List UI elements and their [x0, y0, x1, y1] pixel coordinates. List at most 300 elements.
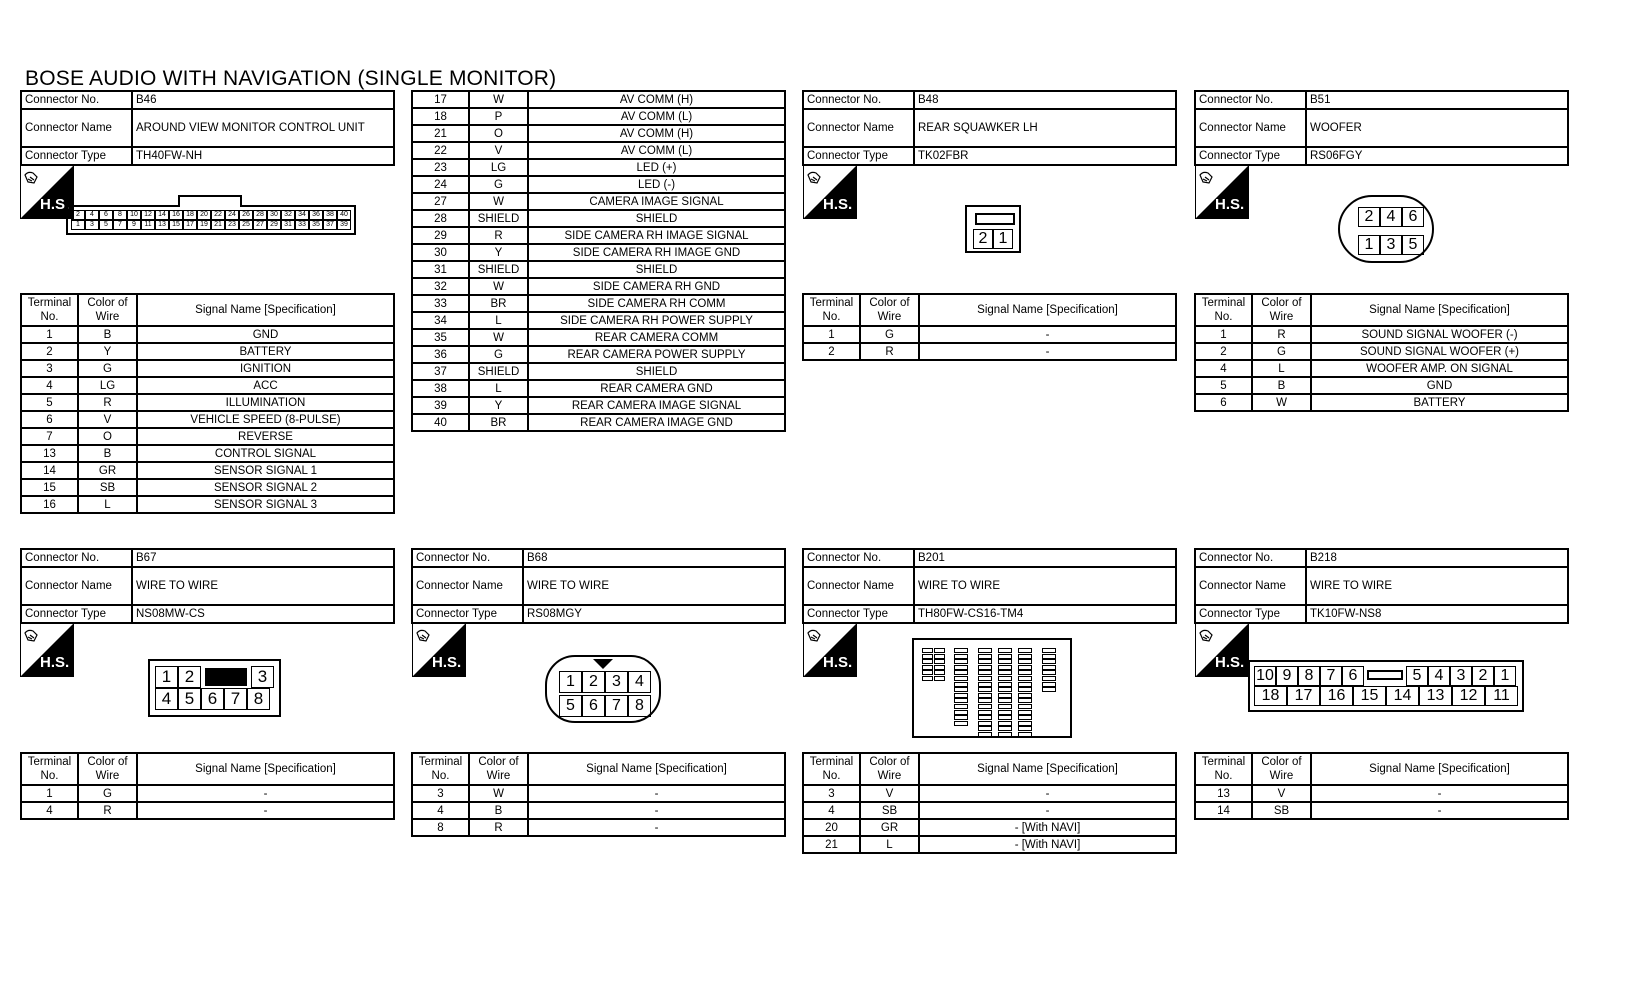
- pin-number: 36: [309, 210, 323, 220]
- pin-number: 7: [605, 695, 628, 717]
- pin-number: 16: [1320, 686, 1353, 706]
- color-cell: V: [78, 411, 137, 428]
- terminal-cell: 40: [412, 414, 469, 431]
- table-row: [21, 462, 394, 479]
- harness-side-icon: [803, 165, 857, 219]
- pin-number: 1: [1358, 235, 1380, 255]
- table-row: [412, 227, 785, 244]
- pin-number: 6: [1402, 207, 1424, 227]
- color-cell: R: [78, 802, 137, 819]
- color-cell: LG: [469, 159, 528, 176]
- color-cell: B: [78, 445, 137, 462]
- connector-label: Connector No.: [21, 91, 132, 109]
- connector-type-value: RS08MGY: [523, 605, 785, 623]
- terminal-header: Terminal No.: [21, 753, 78, 785]
- terminal-cell: 17: [412, 91, 469, 108]
- connector-b48-info: [802, 90, 1177, 166]
- pin-number: 1: [71, 220, 85, 230]
- terminal-cell: 6: [1195, 394, 1252, 411]
- connector-name-value: WIRE TO WIRE: [523, 567, 785, 605]
- signal-cell: BATTERY: [1311, 394, 1568, 411]
- pin-number: 5: [1406, 666, 1428, 686]
- pin-number: 13: [155, 220, 169, 230]
- table-row: [1195, 785, 1568, 802]
- terminal-cell: 39: [412, 397, 469, 414]
- color-cell: W: [469, 329, 528, 346]
- pin-number: 4: [85, 210, 99, 220]
- table-row: [412, 346, 785, 363]
- pin-number: 5: [559, 695, 582, 717]
- connector-type-value: TK10FW-NS8: [1306, 605, 1568, 623]
- terminal-cell: 31: [412, 261, 469, 278]
- signal-cell: SIDE CAMERA RH IMAGE SIGNAL: [528, 227, 785, 244]
- connector-info-table: [802, 548, 1177, 624]
- pin-number: 4: [628, 671, 651, 693]
- terminal-cell: 38: [412, 380, 469, 397]
- table-row: [412, 278, 785, 295]
- table-row: [412, 159, 785, 176]
- color-cell: B: [1252, 377, 1311, 394]
- table-row: [412, 193, 785, 210]
- color-cell: R: [1252, 326, 1311, 343]
- terminal-cell: 13: [21, 445, 78, 462]
- connector-type-value: TK02FBR: [914, 147, 1176, 165]
- connector-info-table: [1194, 90, 1569, 166]
- color-cell: SHIELD: [469, 363, 528, 380]
- connector-info-table: [20, 90, 395, 166]
- pin-number: 15: [1353, 686, 1386, 706]
- color-cell: L: [469, 380, 528, 397]
- pin-number: 15: [169, 220, 183, 230]
- signal-table: [411, 90, 786, 432]
- color-cell: G: [860, 326, 919, 343]
- table-row: [21, 785, 394, 802]
- hs-label: H.S.: [1215, 196, 1245, 213]
- signal-cell: -: [137, 785, 394, 802]
- harness-side-icon: [803, 623, 857, 677]
- color-header: Color of Wire: [1252, 753, 1311, 785]
- pin-number: 16: [169, 210, 183, 220]
- pin-number: 18: [183, 210, 197, 220]
- pin-number: 7: [113, 220, 127, 230]
- signal-table: [1194, 752, 1569, 820]
- connector-b51-diagram: [1338, 195, 1434, 263]
- connector-type-value: TH40FW-NH: [132, 147, 394, 165]
- connector-name-value: WIRE TO WIRE: [132, 567, 394, 605]
- connector-b51-info: [1194, 90, 1569, 166]
- color-cell: G: [78, 360, 137, 377]
- signal-cell: SIDE CAMERA RH COMM: [528, 295, 785, 312]
- connector-b68-signal-table: [411, 752, 786, 837]
- connector-label: Connector Type: [1195, 147, 1306, 165]
- pin-number: 7: [224, 688, 247, 710]
- pin-number: 2: [1358, 207, 1380, 227]
- signal-cell: REAR CAMERA POWER SUPPLY: [528, 346, 785, 363]
- connector-no-value: B201: [914, 549, 1176, 567]
- terminal-cell: 4: [21, 802, 78, 819]
- table-row: [412, 380, 785, 397]
- table-row: [412, 108, 785, 125]
- table-row: [1195, 360, 1568, 377]
- pin-number: 3: [1450, 666, 1472, 686]
- table-row: [21, 360, 394, 377]
- harness-side-icon: [20, 623, 74, 677]
- signal-table: [802, 752, 1177, 854]
- terminal-cell: 13: [1195, 785, 1252, 802]
- pin-number: 6: [1342, 666, 1364, 686]
- signal-cell: -: [919, 326, 1176, 343]
- pin-number: 4: [155, 688, 178, 710]
- signal-header: Signal Name [Specification]: [137, 753, 394, 785]
- pin-number: 13: [1419, 686, 1452, 706]
- connector-no-value: B218: [1306, 549, 1568, 567]
- connector-b51-signal-table: [1194, 293, 1569, 412]
- connector-b218-info: [1194, 548, 1569, 624]
- color-cell: SB: [78, 479, 137, 496]
- pin-number: 23: [225, 220, 239, 230]
- hs-label: H.S.: [823, 654, 853, 671]
- page-title: BOSE AUDIO WITH NAVIGATION (SINGLE MONITOR): [25, 67, 557, 90]
- connector-label: Connector Name: [803, 109, 914, 147]
- table-row: [803, 836, 1176, 853]
- pin-number: 5: [99, 220, 113, 230]
- table-row: [412, 125, 785, 142]
- connector-label: Connector Name: [412, 567, 523, 605]
- terminal-cell: 4: [803, 802, 860, 819]
- pin-number: 28: [253, 210, 267, 220]
- table-row: [412, 91, 785, 108]
- pin-number: 8: [113, 210, 127, 220]
- pin-number: 2: [71, 210, 85, 220]
- signal-cell: -: [1311, 785, 1568, 802]
- pin-number: 9: [1276, 666, 1298, 686]
- connector-label: Connector Name: [1195, 109, 1306, 147]
- color-cell: LG: [78, 377, 137, 394]
- pin-number: 2: [178, 666, 201, 688]
- terminal-cell: 24: [412, 176, 469, 193]
- color-cell: L: [78, 496, 137, 513]
- table-row: [803, 326, 1176, 343]
- table-row: [1195, 394, 1568, 411]
- terminal-cell: 21: [412, 125, 469, 142]
- pin-number: 8: [628, 695, 651, 717]
- signal-cell: SHIELD: [528, 261, 785, 278]
- connector-no-value: B48: [914, 91, 1176, 109]
- signal-header: Signal Name [Specification]: [1311, 294, 1568, 326]
- connector-name-value: AROUND VIEW MONITOR CONTROL UNIT: [132, 109, 394, 147]
- color-cell: L: [1252, 360, 1311, 377]
- signal-cell: - [With NAVI]: [919, 836, 1176, 853]
- connector-no-value: B67: [132, 549, 394, 567]
- signal-cell: SENSOR SIGNAL 1: [137, 462, 394, 479]
- signal-cell: SHIELD: [528, 363, 785, 380]
- harness-side-icon: [412, 623, 466, 677]
- pin-number: 14: [1386, 686, 1419, 706]
- terminal-cell: 2: [803, 343, 860, 360]
- signal-cell: REAR CAMERA GND: [528, 380, 785, 397]
- pin-number: 26: [239, 210, 253, 220]
- pin-number: 6: [99, 210, 113, 220]
- table-row: [412, 312, 785, 329]
- color-cell: G: [469, 346, 528, 363]
- color-header: Color of Wire: [860, 294, 919, 326]
- hs-label: H.S.: [432, 654, 462, 671]
- pin-number: 31: [281, 220, 295, 230]
- signal-cell: -: [528, 802, 785, 819]
- color-cell: GR: [78, 462, 137, 479]
- color-cell: SHIELD: [469, 261, 528, 278]
- terminal-header: Terminal No.: [803, 294, 860, 326]
- connector-b201-info: [802, 548, 1177, 624]
- signal-cell: AV COMM (L): [528, 142, 785, 159]
- color-cell: L: [860, 836, 919, 853]
- connector-label: Connector Type: [412, 605, 523, 623]
- color-cell: W: [1252, 394, 1311, 411]
- pin-number: 30: [267, 210, 281, 220]
- pin-number: 8: [1298, 666, 1320, 686]
- color-cell: G: [469, 176, 528, 193]
- signal-cell: LED (-): [528, 176, 785, 193]
- color-cell: W: [469, 785, 528, 802]
- connector-b67-diagram: [148, 659, 281, 717]
- connector-label: Connector No.: [21, 549, 132, 567]
- signal-table: [411, 752, 786, 837]
- connector-label: Connector Name: [21, 109, 132, 147]
- harness-side-icon: [1195, 623, 1249, 677]
- terminal-cell: 20: [803, 819, 860, 836]
- connector-b201-diagram: [912, 638, 1072, 738]
- table-row: [21, 377, 394, 394]
- signal-cell: ACC: [137, 377, 394, 394]
- color-cell: Y: [469, 244, 528, 261]
- connector-label: Connector Name: [803, 567, 914, 605]
- connector-info-table: [802, 90, 1177, 166]
- pin-number: 18: [1254, 686, 1287, 706]
- table-row: [412, 295, 785, 312]
- terminal-cell: 2: [21, 343, 78, 360]
- terminal-cell: 3: [803, 785, 860, 802]
- pin-number: 17: [1287, 686, 1320, 706]
- connector-type-value: TH80FW-CS16-TM4: [914, 605, 1176, 623]
- connector-label: Connector Type: [21, 147, 132, 165]
- signal-cell: CAMERA IMAGE SIGNAL: [528, 193, 785, 210]
- connector-label: Connector Type: [803, 605, 914, 623]
- terminal-cell: 16: [21, 496, 78, 513]
- pin-number: 33: [295, 220, 309, 230]
- color-cell: R: [469, 227, 528, 244]
- connector-b67-signal-table: [20, 752, 395, 820]
- signal-cell: -: [919, 785, 1176, 802]
- pin-number: 35: [309, 220, 323, 230]
- signal-cell: SOUND SIGNAL WOOFER (+): [1311, 343, 1568, 360]
- color-cell: W: [469, 278, 528, 295]
- signal-cell: -: [919, 343, 1176, 360]
- pin-number: 2: [1472, 666, 1494, 686]
- connector-name-value: WOOFER: [1306, 109, 1568, 147]
- connector-name-value: WIRE TO WIRE: [914, 567, 1176, 605]
- signal-cell: GND: [137, 326, 394, 343]
- terminal-cell: 4: [21, 377, 78, 394]
- connector-info-table: [20, 548, 395, 624]
- table-row: [412, 142, 785, 159]
- color-cell: G: [1252, 343, 1311, 360]
- table-row: [412, 244, 785, 261]
- table-row: [21, 479, 394, 496]
- connector-label: Connector Type: [803, 147, 914, 165]
- color-header: Color of Wire: [78, 294, 137, 326]
- connector-b201-signal-table: [802, 752, 1177, 854]
- signal-cell: IGNITION: [137, 360, 394, 377]
- connector-b46-signal-table-continued: [411, 90, 786, 432]
- connector-label: Connector Type: [1195, 605, 1306, 623]
- table-row: [21, 411, 394, 428]
- signal-cell: CONTROL SIGNAL: [137, 445, 394, 462]
- pin-number: 22: [211, 210, 225, 220]
- connector-no-value: B46: [132, 91, 394, 109]
- color-cell: V: [860, 785, 919, 802]
- table-row: [412, 261, 785, 278]
- table-row: [803, 785, 1176, 802]
- signal-table: [20, 293, 395, 514]
- pin-number: 10: [1254, 666, 1276, 686]
- connector-label: Connector No.: [803, 91, 914, 109]
- pin-number: 2: [582, 671, 605, 693]
- connector-b68-diagram: [545, 655, 661, 723]
- terminal-cell: 1: [21, 785, 78, 802]
- table-row: [21, 428, 394, 445]
- pin-number: 1: [559, 671, 582, 693]
- terminal-cell: 4: [412, 802, 469, 819]
- pin-number: 3: [251, 666, 274, 688]
- pin-number: 32: [281, 210, 295, 220]
- connector-info-table: [1194, 548, 1569, 624]
- hs-label: H.S.: [823, 196, 853, 213]
- signal-cell: AV COMM (L): [528, 108, 785, 125]
- pin-number: 11: [141, 220, 155, 230]
- color-cell: L: [469, 312, 528, 329]
- color-header: Color of Wire: [469, 753, 528, 785]
- signal-cell: REVERSE: [137, 428, 394, 445]
- signal-cell: REAR CAMERA IMAGE SIGNAL: [528, 397, 785, 414]
- signal-cell: WOOFER AMP. ON SIGNAL: [1311, 360, 1568, 377]
- key-notch: [593, 659, 613, 669]
- connector-label: Connector Name: [1195, 567, 1306, 605]
- color-cell: SB: [1252, 802, 1311, 819]
- connector-label: Connector No.: [1195, 549, 1306, 567]
- pin-number: 8: [247, 688, 270, 710]
- terminal-cell: 21: [803, 836, 860, 853]
- table-row: [1195, 377, 1568, 394]
- table-row: [803, 802, 1176, 819]
- table-row: [412, 210, 785, 227]
- pin-number: 40: [337, 210, 351, 220]
- terminal-cell: 22: [412, 142, 469, 159]
- connector-b218-diagram: [1248, 660, 1524, 712]
- pin-number: 20: [197, 210, 211, 220]
- connector-label: Connector No.: [803, 549, 914, 567]
- signal-cell: REAR CAMERA COMM: [528, 329, 785, 346]
- color-cell: BR: [469, 414, 528, 431]
- signal-table: [802, 293, 1177, 361]
- pin-number: 1: [1494, 666, 1516, 686]
- color-cell: V: [1252, 785, 1311, 802]
- color-cell: GR: [860, 819, 919, 836]
- color-cell: B: [78, 326, 137, 343]
- signal-cell: SENSOR SIGNAL 3: [137, 496, 394, 513]
- signal-cell: AV COMM (H): [528, 125, 785, 142]
- table-row: [21, 496, 394, 513]
- table-row: [412, 414, 785, 431]
- terminal-cell: 15: [21, 479, 78, 496]
- connector-b68-info: [411, 548, 786, 624]
- color-cell: SB: [860, 802, 919, 819]
- pin-number: 11: [1485, 686, 1518, 706]
- terminal-cell: 1: [803, 326, 860, 343]
- connector-no-value: B68: [523, 549, 785, 567]
- pin-number: 2: [973, 229, 993, 249]
- signal-header: Signal Name [Specification]: [528, 753, 785, 785]
- signal-cell: SIDE CAMERA RH GND: [528, 278, 785, 295]
- connector-label: Connector No.: [412, 549, 523, 567]
- connector-type-value: NS08MW-CS: [132, 605, 394, 623]
- connector-name-value: REAR SQUAWKER LH: [914, 109, 1176, 147]
- signal-cell: -: [1311, 802, 1568, 819]
- terminal-header: Terminal No.: [803, 753, 860, 785]
- pin-number: 4: [1428, 666, 1450, 686]
- pin-number: 1: [155, 666, 178, 688]
- connector-label: Connector No.: [1195, 91, 1306, 109]
- terminal-cell: 35: [412, 329, 469, 346]
- signal-cell: -: [528, 819, 785, 836]
- color-cell: B: [469, 802, 528, 819]
- table-row: [21, 445, 394, 462]
- color-cell: R: [78, 394, 137, 411]
- pin-number: 4: [1380, 207, 1402, 227]
- pin-number: 37: [323, 220, 337, 230]
- terminal-cell: 5: [1195, 377, 1252, 394]
- color-cell: W: [469, 91, 528, 108]
- terminal-cell: 8: [412, 819, 469, 836]
- pin-number: 6: [582, 695, 605, 717]
- table-row: [21, 343, 394, 360]
- table-row: [803, 343, 1176, 360]
- terminal-cell: 3: [412, 785, 469, 802]
- terminal-cell: 2: [1195, 343, 1252, 360]
- signal-cell: SIDE CAMERA RH IMAGE GND: [528, 244, 785, 261]
- pin-number: 29: [267, 220, 281, 230]
- signal-cell: SOUND SIGNAL WOOFER (-): [1311, 326, 1568, 343]
- terminal-cell: 6: [21, 411, 78, 428]
- table-row: [1195, 343, 1568, 360]
- terminal-cell: 1: [21, 326, 78, 343]
- terminal-cell: 36: [412, 346, 469, 363]
- color-cell: Y: [469, 397, 528, 414]
- table-row: [412, 802, 785, 819]
- terminal-header: Terminal No.: [1195, 294, 1252, 326]
- key-block: [205, 668, 247, 686]
- terminal-cell: 3: [21, 360, 78, 377]
- pin-number: 3: [605, 671, 628, 693]
- terminal-cell: 14: [21, 462, 78, 479]
- color-header: Color of Wire: [1252, 294, 1311, 326]
- signal-cell: - [With NAVI]: [919, 819, 1176, 836]
- pin-number: 10: [127, 210, 141, 220]
- pin-number: 7: [1320, 666, 1342, 686]
- terminal-cell: 1: [1195, 326, 1252, 343]
- signal-cell: AV COMM (H): [528, 91, 785, 108]
- signal-cell: ILLUMINATION: [137, 394, 394, 411]
- terminal-header: Terminal No.: [21, 294, 78, 326]
